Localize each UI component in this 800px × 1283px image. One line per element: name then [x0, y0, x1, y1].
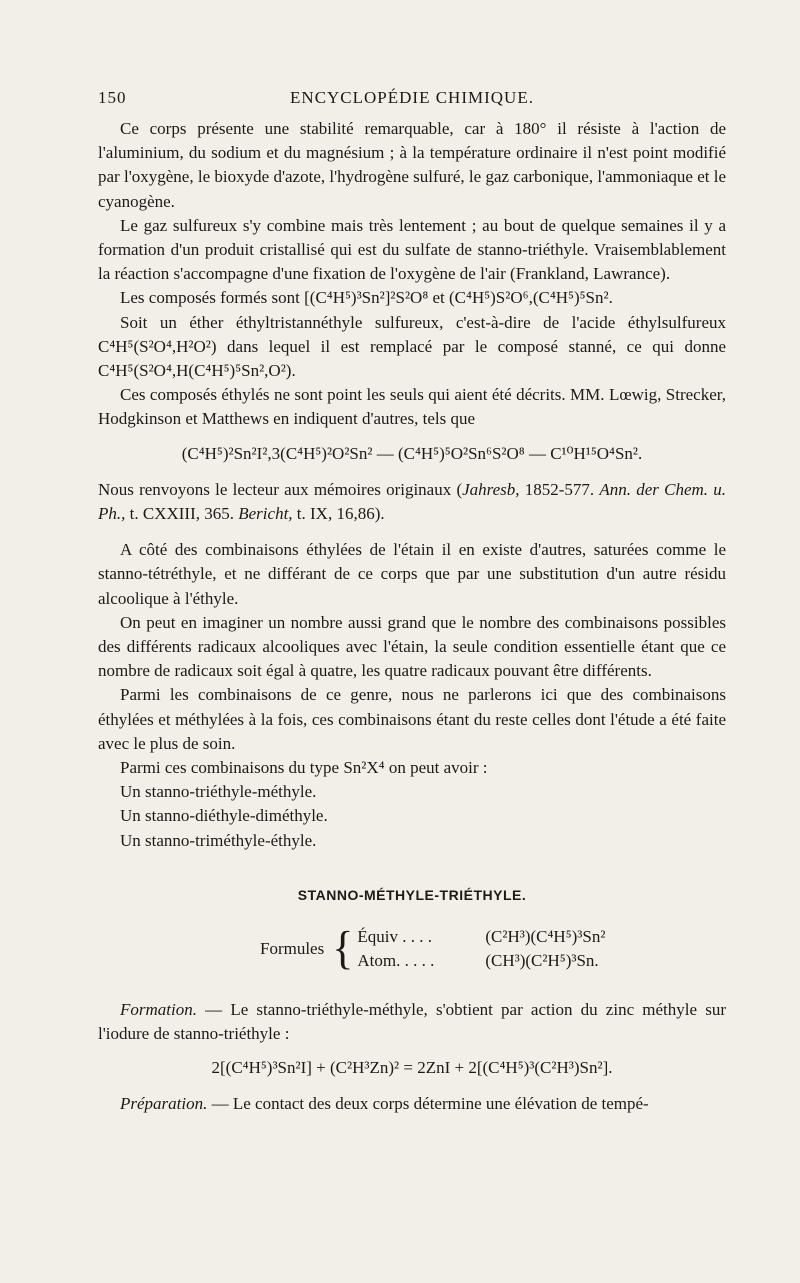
body-text — [98, 117, 726, 1116]
paragraph-other-compounds: Ces composés éthylés ne sont point les seuls qui aient été décrits. MM. Lœwig, Strecker, Hodgkinson et Matthews en indiquent d'autres, tels que — [98, 385, 726, 429]
preparation-label: Préparation. — [120, 1094, 208, 1114]
list-item: Un stanno-triméthyle-éthyle. — [120, 830, 317, 850]
compounds-list — [120, 780, 726, 853]
list-item: Un stanno-triéthyle-méthyle. — [120, 782, 317, 802]
running-title: ENCYCLOPÉDIE CHIMIQUE. — [290, 88, 534, 107]
paragraph-other-combinations: A côté des combinaisons éthylées de l'étain il en existe d'autres, saturées comme le stanno-tétréthyle, et ne différant de ce corps que par une substitution d'un autre résidu alcoolique à l'éthyle. — [98, 540, 726, 608]
paragraph-formation: Formation. — Le stanno-triéthyle-méthyle, s'obtient par action du zinc méthyle sur l'iodure de stanno-triéthyle : — [98, 999, 726, 1043]
formula-row-equiv: Équiv . . . . (C²H³)(C⁴H⁵)³Sn² — [357, 925, 605, 949]
ref-annalen: Ann. der Chem. u. Ph., — [98, 479, 726, 524]
brace: { — [332, 923, 354, 975]
paragraph-sulfurous-gas: Le gaz sulfureux s'y combine mais très lentement ; au bout de quelque semaines il y a formation d'un produit cristallisé qui est du sulfate de stanno-triéthyle. Vraisemblablement la réaction s'accompagne d'une fixation de l'oxygène de l'air (Frankland, Lawrance). — [98, 215, 726, 284]
paragraph-compounds-formed: Les composés formés sont [(C⁴H⁵)³Sn²]²S²O⁸ et (C⁴H⁵)S²O⁶,(C⁴H⁵)⁵Sn². — [120, 288, 613, 308]
page-number: 150 — [98, 88, 127, 107]
ref-bericht: Bericht, — [238, 504, 293, 524]
formation-label: Formation. — [120, 999, 197, 1019]
paragraph-preparation: Préparation. — Le contact des deux corps détermine une élévation de tempé- — [120, 1094, 649, 1114]
paragraph-ether: Soit un éther éthyltristannéthyle sulfureux, c'est-à-dire de l'acide éthylsulfureux C⁴H⁵(S²O⁴,H²O²) dans lequel il est remplacé par le composé stanné, ce qui donne C⁴H⁵(S²O⁴,H(C⁴H⁵)⁵Sn²,O²). — [98, 312, 726, 381]
formula-other-compounds: (C⁴H⁵)²Sn²I²,3(C⁴H⁵)²O²Sn² — (C⁴H⁵)⁵O²Sn⁶S²O⁸ — C¹⁰H¹⁵O⁴Sn². — [181, 443, 643, 463]
paragraph-possible-combinations: On peut en imaginer un nombre aussi grand que le nombre des combinaisons possibles des différents radicaux alcooliques avec l'étain, la seule condition essentielle étant que ce nombre de radicaux soit égal à quatre, les quatre radicaux pouvant être différents. — [98, 612, 726, 681]
formula-atom-value: (CH³)(C²H⁵)³Sn. — [485, 951, 599, 971]
formula-equation: 2[(C⁴H⁵)³Sn²I] + (C²H³Zn)² = 2ZnI + 2[(C⁴H⁵)³(C²H³)Sn²]. — [211, 1057, 613, 1077]
formulas-label: Formules — [260, 939, 325, 959]
paragraph-type: Parmi ces combinaisons du type Sn²X⁴ on peut avoir : — [120, 758, 488, 778]
paragraph-stability: Ce corps présente une stabilité remarquable, car à 180° il résiste à l'action de l'aluminium, du sodium et du magnésium ; à la température ordinaire il n'est point modifié par l'oxygène, le bioxyde d'azote, l'hydrogène sulfuré, le gaz carbonique, l'ammoniaque et le cyanogène. — [98, 119, 726, 211]
section-heading: STANNO-MÉTHYLE-TRIÉTHYLE. — [297, 886, 527, 903]
formula-row-atom: Atom. . . . . (CH³)(C²H⁵)³Sn. — [357, 949, 605, 973]
ref-jahresb: Jahresb, — [462, 479, 520, 499]
paragraph-ethyl-methyl: Parmi les combinaisons de ce genre, nous ne parlerons ici que des combinaisons éthylées et méthylées à la fois, ces combinaisons étant du reste celles dont l'étude a été faite avec le plus de soin. — [98, 685, 726, 753]
list-item: Un stanno-diéthyle-diméthyle. — [120, 806, 328, 826]
paragraph-references: Nous renvoyons le lecteur aux mémoires originaux (Jahresb, 1852-577. Ann. der Chem. u. Ph., t. CXXIII, 365. Bericht, t. IX, 16,86). — [98, 479, 726, 524]
page-header — [98, 88, 726, 112]
formula-equiv-value: (C²H³)(C⁴H⁵)³Sn² — [485, 927, 606, 947]
formulas-block — [260, 925, 726, 973]
